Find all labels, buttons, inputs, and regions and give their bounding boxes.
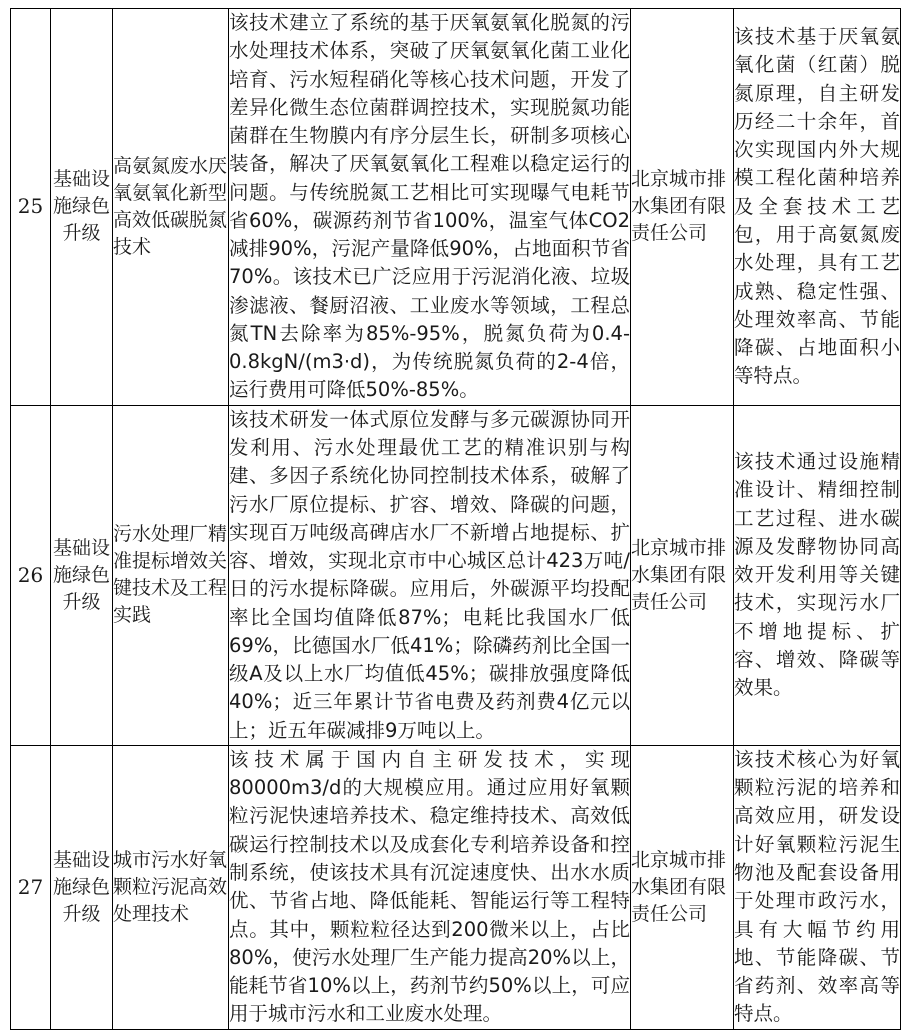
table-row: [11, 745, 901, 1029]
row-note-cell: 该技术基于厌氧氨氧化菌（红菌）脱氮原理，自主研发历经二十余年，首次实现国内外大规模工程化菌种培养及全套技术工艺包，用于高氨氮废水处理，具有工艺成熟、稳定性强、处理效率高、节能降碳、占地面积小等特点。: [734, 9, 901, 406]
technology-catalog-table: [10, 8, 901, 1030]
row-description-cell: 该技术建立了系统的基于厌氧氨氧化脱氮的污水处理技术体系，突破了厌氧氨氧化菌工业化培育、污水短程硝化等核心技术问题，开发了差异化微生态位菌群调控技术，实现脱氮功能菌群在生物膜内有序分层生长，研制多项核心装备，解决了厌氧氨氧化工程难以稳定运行的问题。与传统脱氮工艺相比可实现曝气电耗节省60%，碳源药剂节省100%，温室气体CO2减排90%，污泥产量降低90%，占地面积节省70%。该技术已广泛应用于污泥消化液、垃圾渗滤液、餐厨沼液、工业废水等领域，工程总氮TN去除率为85%-95%，脱氮负荷为0.4-0.8kgN/(m3·d)，为传统脱氮负荷的2-4倍，运行费用可降低50%-85%。: [229, 9, 631, 406]
row-name-cell: 城市污水好氧颗粒污泥高效处理技术: [113, 745, 229, 1029]
row-organization-cell: 北京城市排水集团有限责任公司: [631, 9, 734, 406]
row-name-cell: 污水处理厂精准提标增效关键技术及工程实践: [113, 405, 229, 745]
table-row: [11, 9, 901, 406]
row-description-cell: 该技术研发一体式原位发酵与多元碳源协同开发利用、污水处理最优工艺的精准识别与构建、多因子系统化协同控制技术体系，破解了污水厂原位提标、扩容、增效、降碳的问题，实现百万吨级高碑店水厂不新增占地提标、扩容、增效，实现北京市中心城区总计423万吨/日的污水提标降碳。应用后，外碳源平均投配率比全国均值降低87%；电耗比我国水厂低69%，比德国水厂低41%；除磷药剂比全国一级A及以上水厂均值低45%；碳排放强度降低40%；近三年累计节省电费及药剂费4亿元以上；近五年碳减排9万吨以上。: [229, 405, 631, 745]
row-organization-cell: 北京城市排水集团有限责任公司: [631, 405, 734, 745]
row-index-cell: 25: [11, 9, 51, 406]
row-note-cell: 该技术通过设施精准设计、精细控制工艺过程、进水碳源及发酵物协同高效开发利用等关键技术，实现污水厂不增地提标、扩容、增效、降碳等效果。: [734, 405, 901, 745]
row-description-cell: 该技术属于国内自主研发技术，实现80000m3/d的大规模应用。通过应用好氧颗粒污泥快速培养技术、稳定维持技术、高效低碳运行控制技术以及成套化专利培养设备和控制系统，使该技术具有沉淀速度快、出水水质优、节省占地、降低能耗、智能运行等工程特点。其中，颗粒粒径达到200微米以上，占比80%，使污水处理厂生产能力提高20%以上，能耗节省10%以上，药剂节约50%以上，可应用于城市污水和工业废水处理。: [229, 745, 631, 1029]
document-page: [0, 8, 910, 1026]
row-category-cell: 基础设施绿色升级: [51, 745, 113, 1029]
row-index-cell: 26: [11, 405, 51, 745]
row-organization-cell: 北京城市排水集团有限责任公司: [631, 745, 734, 1029]
table-row: [11, 405, 901, 745]
row-note-cell: 该技术核心为好氧颗粒污泥的培养和高效应用，研发设计好氧颗粒污泥生物池及配套设备用于处理市政污水，具有大幅节约用地、节能降碳、节省药剂、效率高等特点。: [734, 745, 901, 1029]
row-index-cell: 27: [11, 745, 51, 1029]
row-name-cell: 高氨氮废水厌氧氨氧化新型高效低碳脱氮技术: [113, 9, 229, 406]
row-category-cell: 基础设施绿色升级: [51, 9, 113, 406]
row-category-cell: 基础设施绿色升级: [51, 405, 113, 745]
